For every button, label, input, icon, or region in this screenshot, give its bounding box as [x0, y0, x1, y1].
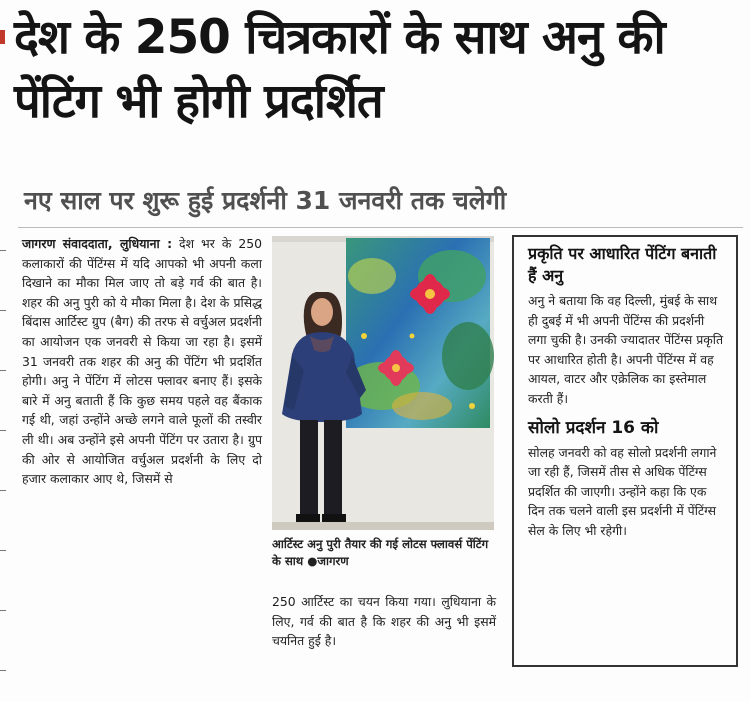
sidebar-text-1: अनु ने बताया कि वह दिल्ली, मुंबई के साथ ही दुबई में भी अपनी पेंटिंग्स की प्रदर्शनी लगा चुकी है। उनकी ज्यादातर पेंटिंग्स प्रकृति पर आधारित होती है। अपनी पेंटिंग्स में वह आयल, वाटर और एक्रेलिक का इस्तेमाल करती हैं।	[528, 293, 724, 406]
photo-credit: जागरण	[317, 554, 349, 568]
page-edge-mark	[0, 30, 5, 44]
photo-illustration	[272, 236, 494, 530]
body-text-left: देश भर के 250 कलाकारों की पेंटिंग्स में यदि आपको भी अपनी कला दिखाने का मौका मिल जाए तो बड़े गर्व की बात है। शहर की अनु पुरी को ये मौका मिला है। देश के प्रसिद्ध बिंदास आर्टिस्ट ग्रुप (बैग) की तरफ से वर्चुअल प्रदर्शनी का आयोजन एक जनवरी से किया जा रहा है। इसमें 31 जनवरी तक शहर की अनु की पेंटिंग भी प्रदर्शित होगी। अनु ने पेंटिंग में लोटस फ्लावर बनाए हैं। इसके बारे में अनु बताती हैं कि कुछ समय पहले वह बैंकाक गई थी, जहां उन्होंने अच्छे लगने वाले फूलों की तस्वीर ली थी। अब उन्होंने इसे अपनी पेंटिंग पर उतारा है। ग्रुप की ओर से आयोजित वर्चुअल प्रदर्शनी के लिए दो हजार कलाकार आए थे, जिसमें से	[22, 236, 262, 487]
sidebar-heading: प्रकृति पर आधारित पेंटिंग बनाती हैं अनु	[528, 244, 717, 285]
sidebar-box	[512, 235, 738, 667]
photo-caption	[272, 536, 496, 570]
headline-divider	[18, 227, 743, 228]
lotus-painting	[344, 238, 494, 428]
sidebar-subheading: सोलो प्रदर्शन 16 को	[528, 417, 659, 438]
subheadline: नए साल पर शुरू हुई प्रदर्शनी 31 जनवरी तक चलेगी	[24, 186, 507, 215]
credit-dot-icon: ●	[307, 554, 318, 568]
article-body-left	[22, 234, 262, 489]
byline: जागरण संवाददाता, लुधियाना :	[22, 236, 173, 251]
sidebar-text-2: सोलह जनवरी को वह सोलो प्रदर्शनी लगाने जा रही हैं, जिसमें तीस से अधिक पेंटिंग्स प्रदर्शित की जाएगी। उन्होंने कहा कि एक दिन तक चलने वाली इस प्रदर्शनी में पेंटिंग्स सेल के लिए भी रहेगी।	[528, 444, 717, 538]
caption-text: आर्टिस्ट अनु पुरी तैयार की गई लोटस फ्लावर्स पेंटिंग के साथ	[272, 537, 489, 568]
headline: देश के 250 चित्रकारों के साथ अनु की पेंटिंग भी होगी प्रदर्शित	[14, 10, 665, 129]
page-margin-ticks	[0, 240, 10, 680]
article-body-middle: 250 आर्टिस्ट का चयन किया गया। लुधियाना के लिए, गर्व की बात है कि शहर की अनु भी इसमें चयनित हुई है।	[272, 594, 496, 649]
artist-photo	[272, 236, 494, 530]
